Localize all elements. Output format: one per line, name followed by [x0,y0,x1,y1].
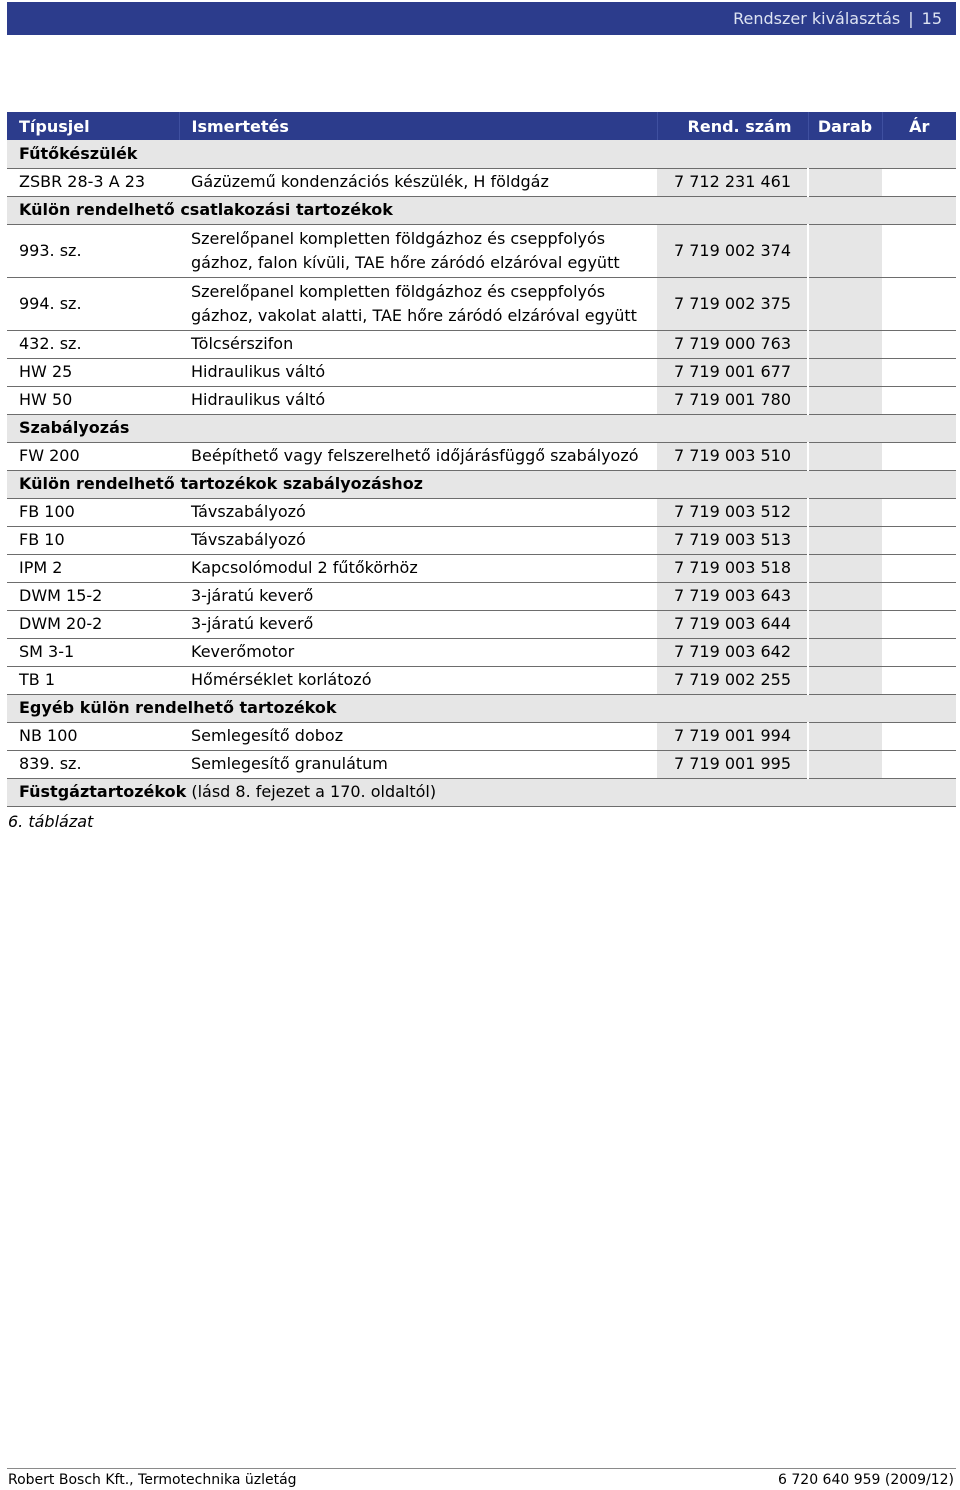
table-row [7,666,956,694]
type-cell: FB 10 [7,526,179,554]
type-cell: DWM 15-2 [7,582,179,610]
description-cell: Távszabályozó [179,526,657,554]
description-cell: Keverőmotor [179,638,657,666]
table-row [7,526,956,554]
price-cell[interactable] [882,498,956,526]
column-header-description: Ismertetés [179,112,657,140]
description-cell: Gázüzemű kondenzációs készülék, H földgáz [179,168,657,196]
price-cell[interactable] [882,582,956,610]
type-cell: 432. sz. [7,330,179,358]
description-cell: Kapcsolómodul 2 fűtőkörhöz [179,554,657,582]
description-cell: Hőmérséklet korlátozó [179,666,657,694]
section-label: Külön rendelhető csatlakozási tartozékok [19,200,393,219]
table-row [7,554,956,582]
order-number-cell: 7 719 003 513 [657,526,808,554]
section-row [7,778,956,806]
section-label: Fűtőkészülék [19,143,138,163]
quantity-cell[interactable] [808,442,882,470]
table-caption: 6. táblázat [8,812,94,831]
section-heading [7,140,956,168]
price-cell[interactable] [882,554,956,582]
table-row [7,386,956,414]
quantity-cell[interactable] [808,526,882,554]
order-number-cell: 7 719 003 518 [657,554,808,582]
order-number-cell: 7 719 002 255 [657,666,808,694]
table-body [7,140,956,806]
description-cell: Szerelőpanel kompletten földgázhoz és cseppfolyós gázhoz, vakolat alatti, TAE hőre záródó elzáróval együtt [179,277,657,330]
quantity-cell[interactable] [808,330,882,358]
section-heading [7,414,956,442]
description-cell: 3-járatú keverő [179,582,657,610]
table-row [7,582,956,610]
section-label: Füstgáztartozékok [19,782,187,801]
footer-company: Robert Bosch Kft., Termotechnika üzletág [8,1472,297,1488]
quantity-cell[interactable] [808,277,882,330]
description-cell: Semlegesítő granulátum [179,750,657,778]
order-number-cell: 7 719 003 643 [657,582,808,610]
type-cell: HW 50 [7,386,179,414]
column-header-type: Típusjel [7,112,179,140]
header-separator: | [908,9,914,28]
quantity-cell[interactable] [808,498,882,526]
table-row [7,358,956,386]
table-row [7,722,956,750]
order-number-cell: 7 719 001 780 [657,386,808,414]
section-heading [7,694,956,722]
order-number-cell: 7 719 002 375 [657,277,808,330]
description-cell: Hidraulikus váltó [179,386,657,414]
section-row [7,140,956,168]
type-cell: 994. sz. [7,277,179,330]
type-cell: DWM 20-2 [7,610,179,638]
quantity-cell[interactable] [808,168,882,196]
section-row [7,196,956,224]
quantity-cell[interactable] [808,722,882,750]
type-cell: NB 100 [7,722,179,750]
description-cell: Semlegesítő doboz [179,722,657,750]
price-cell[interactable] [882,224,956,277]
price-cell[interactable] [882,610,956,638]
type-cell: TB 1 [7,666,179,694]
column-header-price: Ár [882,112,956,140]
table-row [7,224,956,277]
description-cell: Szerelőpanel kompletten földgázhoz és cseppfolyós gázhoz, falon kívüli, TAE hőre záródó elzáróval együtt [179,224,657,277]
order-number-cell: 7 719 001 677 [657,358,808,386]
type-cell: 993. sz. [7,224,179,277]
order-number-cell: 7 719 001 994 [657,722,808,750]
order-number-cell: 7 719 003 642 [657,638,808,666]
description-cell: Beépíthető vagy felszerelhető időjárásfüggő szabályozó [179,442,657,470]
type-cell: HW 25 [7,358,179,386]
type-cell: IPM 2 [7,554,179,582]
section-heading [7,470,956,498]
quantity-cell[interactable] [808,750,882,778]
order-number-cell: 7 719 003 644 [657,610,808,638]
quantity-cell[interactable] [808,666,882,694]
quantity-cell[interactable] [808,582,882,610]
description-cell: Hidraulikus váltó [179,358,657,386]
order-number-cell: 7 712 231 461 [657,168,808,196]
price-cell[interactable] [882,750,956,778]
price-cell[interactable] [882,386,956,414]
order-number-cell: 7 719 001 995 [657,750,808,778]
type-cell: 839. sz. [7,750,179,778]
footer-divider [7,1468,956,1469]
price-cell[interactable] [882,358,956,386]
quantity-cell[interactable] [808,224,882,277]
type-cell: ZSBR 28-3 A 23 [7,168,179,196]
footer-doc-number: 6 720 640 959 (2009/12) [778,1472,954,1488]
section-heading [7,778,956,806]
price-cell[interactable] [882,638,956,666]
table-row [7,168,956,196]
page-header [7,2,956,35]
quantity-cell[interactable] [808,358,882,386]
section-row [7,470,956,498]
table-row [7,442,956,470]
table-row [7,638,956,666]
column-header-order-number: Rend. szám [657,112,808,140]
section-label: Külön rendelhető tartozékok szabályozáshoz [19,474,423,493]
table-row [7,498,956,526]
quantity-cell[interactable] [808,386,882,414]
price-cell[interactable] [882,168,956,196]
type-cell: FW 200 [7,442,179,470]
table-row [7,330,956,358]
table-row [7,610,956,638]
description-cell: 3-járatú keverő [179,610,657,638]
table-header-row [7,112,956,140]
section-row [7,694,956,722]
price-cell[interactable] [882,330,956,358]
section-note: (lásd 8. fejezet a 170. oldaltól) [186,782,437,801]
table-row [7,750,956,778]
table-row [7,277,956,330]
order-number-cell: 7 719 003 510 [657,442,808,470]
header-page-number: 15 [921,9,942,28]
quantity-cell[interactable] [808,554,882,582]
product-table [7,112,956,807]
price-cell[interactable] [882,722,956,750]
quantity-cell[interactable] [808,638,882,666]
price-cell[interactable] [882,277,956,330]
order-number-cell: 7 719 000 763 [657,330,808,358]
price-cell[interactable] [882,666,956,694]
quantity-cell[interactable] [808,610,882,638]
section-heading [7,196,956,224]
header-section-title: Rendszer kiválasztás [733,9,901,28]
description-cell: Távszabályozó [179,498,657,526]
section-label: Egyéb külön rendelhető tartozékok [19,698,337,717]
price-cell[interactable] [882,442,956,470]
order-number-cell: 7 719 003 512 [657,498,808,526]
type-cell: SM 3-1 [7,638,179,666]
price-cell[interactable] [882,526,956,554]
column-header-quantity: Darab [808,112,882,140]
section-row [7,414,956,442]
section-label: Szabályozás [19,418,130,437]
order-number-cell: 7 719 002 374 [657,224,808,277]
type-cell: FB 100 [7,498,179,526]
description-cell: Tölcsérszifon [179,330,657,358]
